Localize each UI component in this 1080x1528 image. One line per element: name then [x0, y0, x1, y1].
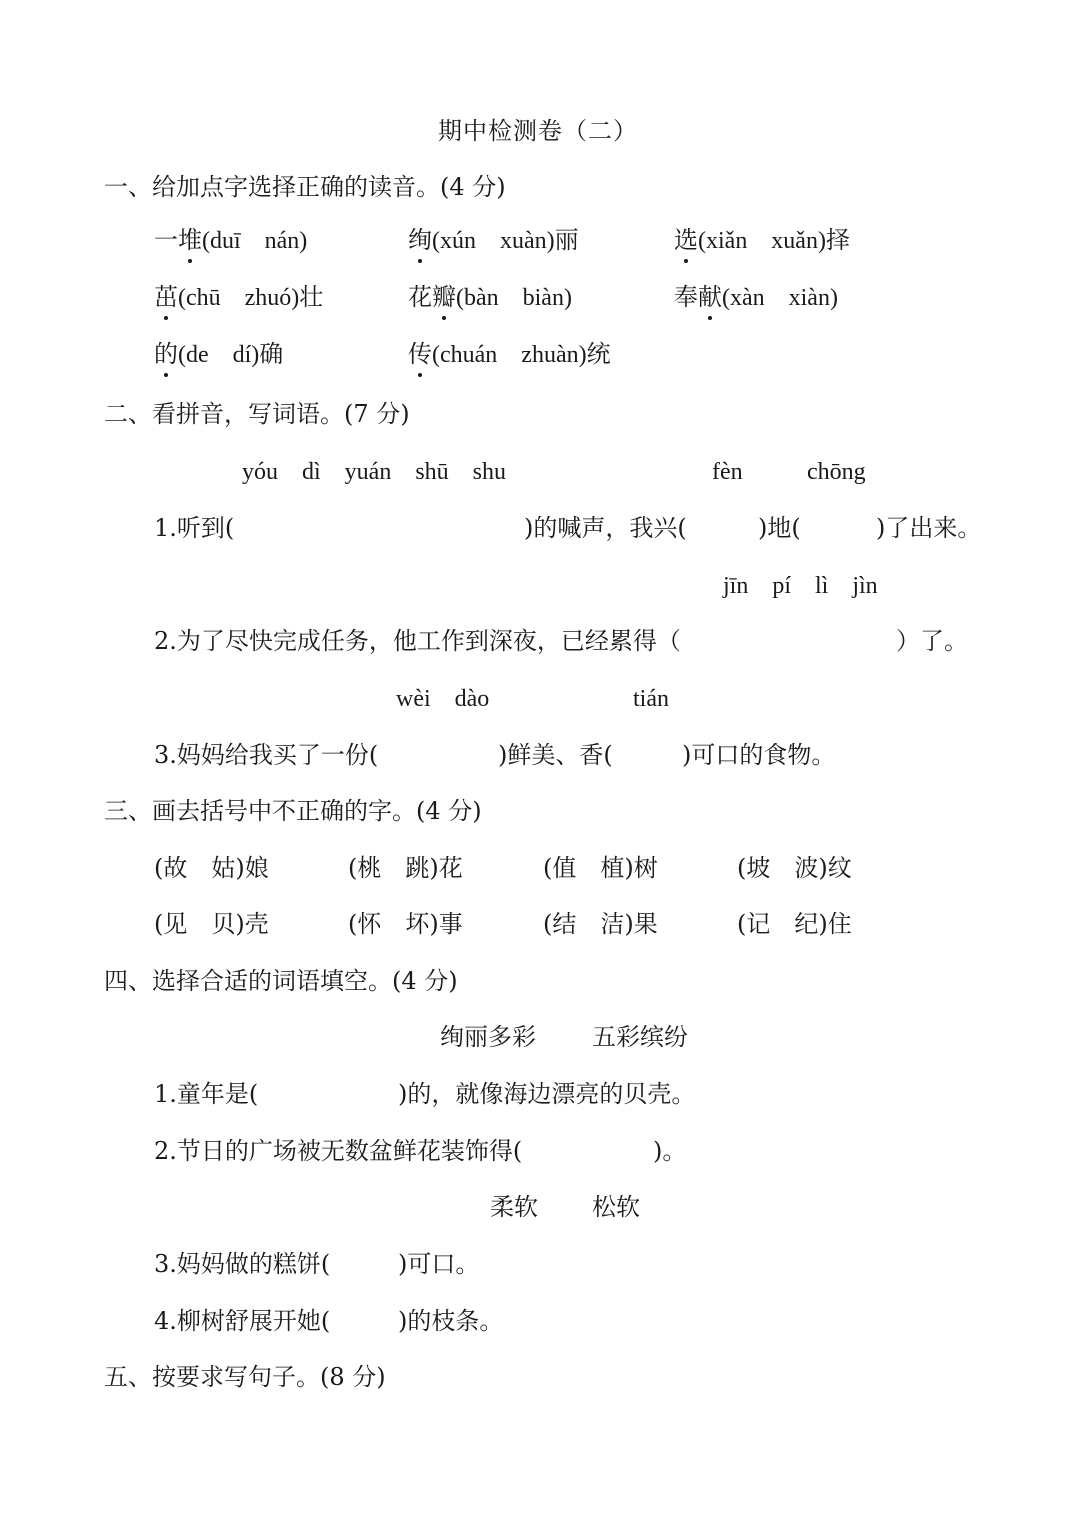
pinyin-choice-item: 的(de dí)确 [154, 342, 284, 368]
pinyin-choice-item: 茁(chū zhuó)壮 [154, 285, 324, 311]
section-2-heading: 二、看拼音，写词语。(7 分) [104, 400, 410, 428]
question-4-3-part: )可口。 [398, 1250, 480, 1278]
pinyin-hint: fèn [712, 459, 743, 485]
section-4-heading: 四、选择合适的词语填空。(4 分) [104, 967, 458, 995]
word-bank-item: 松软 [592, 1193, 640, 1221]
question-2-3-part: 3.妈妈给我买了一份( [154, 741, 379, 769]
pinyin-hint: tián [633, 686, 669, 712]
word-bank-item: 五彩缤纷 [592, 1023, 688, 1051]
pinyin-choice-item: 传(chuán zhuàn)统 [408, 342, 611, 368]
char-choice-item: (坡 波)纹 [737, 854, 852, 882]
char-choice-item: (怀 坏)事 [348, 910, 463, 938]
pinyin-hint: yóu dì yuán shū shu [242, 459, 506, 485]
pinyin-choice-item: 奉献(xàn xiàn) [674, 285, 838, 311]
section-5-heading: 五、按要求写句子。(8 分) [104, 1363, 386, 1391]
pinyin-choice-item: 绚(xún xuàn)丽 [408, 228, 579, 254]
char-choice-item: (故 姑)娘 [154, 854, 269, 882]
pinyin-choice-item: 选(xiǎn xuǎn)择 [674, 228, 850, 254]
question-4-3-part: 3.妈妈做的糕饼( [154, 1250, 331, 1278]
question-2-2-part: ）了。 [896, 627, 968, 655]
dotted-char: 选 [674, 228, 698, 254]
question-2-2-part: 2.为了尽快完成任务，他工作到深夜，已经累得（ [154, 627, 681, 655]
char-choice-item: (值 植)树 [543, 854, 658, 882]
dotted-char: 堆 [178, 228, 202, 254]
char-choice-item: (见 贝)壳 [154, 910, 269, 938]
word-bank-item: 柔软 [490, 1193, 538, 1221]
dotted-char: 的 [154, 342, 178, 368]
question-4-1-part: )的，就像海边漂亮的贝壳。 [398, 1080, 696, 1108]
section-3-heading: 三、画去括号中不正确的字。(4 分) [104, 797, 482, 825]
section-1-heading: 一、给加点字选择正确的读音。(4 分) [104, 173, 506, 201]
question-2-1-part: 1.听到( [154, 514, 235, 542]
pinyin-choice-item: 一堆(duī nán) [154, 228, 308, 254]
dotted-char: 茁 [154, 285, 178, 311]
question-2-1-part: )的喊声，我兴( [524, 514, 687, 542]
char-choice-item: (记 纪)住 [737, 910, 852, 938]
question-4-2-part: 2.节日的广场被无数盆鲜花装饰得( [154, 1137, 523, 1165]
dotted-char: 献 [698, 285, 722, 311]
dotted-char: 绚 [408, 228, 432, 254]
dotted-char: 瓣 [432, 285, 456, 311]
question-4-2-part: )。 [653, 1137, 687, 1165]
question-2-3-part: )鲜美、香( [498, 741, 613, 769]
pinyin-hint: jīn pí lì jìn [723, 573, 878, 599]
question-4-4-part: )的枝条。 [398, 1307, 504, 1335]
pinyin-choice-item: 花瓣(bàn biàn) [408, 285, 572, 311]
question-4-4-part: 4.柳树舒展开她( [154, 1307, 331, 1335]
question-4-1-part: 1.童年是( [154, 1080, 259, 1108]
char-choice-item: (结 洁)果 [543, 910, 658, 938]
question-2-3-part: )可口的食物。 [682, 741, 836, 769]
question-2-1-part: )了出来。 [876, 514, 982, 542]
page-title: 期中检测卷（二） [438, 117, 638, 145]
pinyin-hint: chōng [807, 459, 866, 485]
pinyin-hint: wèi dào [396, 686, 490, 712]
char-choice-item: (桃 跳)花 [348, 854, 463, 882]
question-2-1-part: )地( [758, 514, 801, 542]
word-bank-item: 绚丽多彩 [440, 1023, 536, 1051]
dotted-char: 传 [408, 342, 432, 368]
